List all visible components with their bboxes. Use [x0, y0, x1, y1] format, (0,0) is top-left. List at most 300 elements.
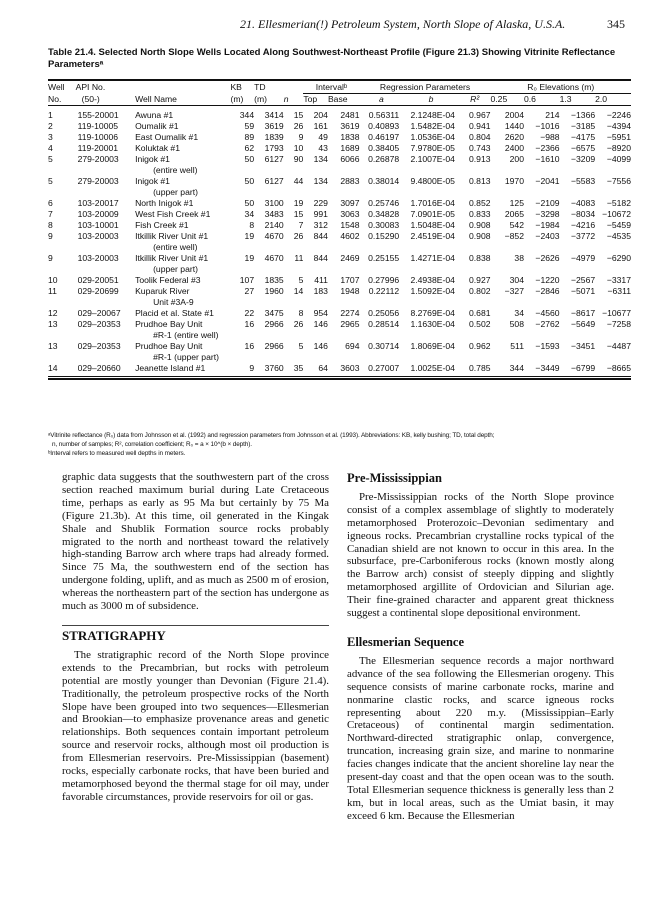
table-row-continuation [48, 297, 631, 308]
cell-interval-top: 204 [313, 110, 328, 120]
cell-n-samples: 9 [298, 132, 304, 142]
cell-n-samples: 35 [293, 363, 304, 373]
cell-n-samples: 19 [293, 198, 304, 208]
cell-ro-06: −3449 [535, 363, 560, 373]
section-divider [62, 625, 329, 626]
cell-interval-base: 1548 [340, 220, 360, 230]
cell-td: 3760 [264, 363, 284, 373]
cell-well-name: Prudhoe Bay Unit [135, 341, 203, 351]
footnote-a-line1: ᵃVitrinite reflectance (R₀) data from Johnsson et al. (1992) and regression parameters from Johnsson et al. (1993). Abbreviations: KB, kelly bushing; TD, total depth; [48, 432, 495, 439]
cell-api-no: 103-20009 [77, 209, 119, 219]
cell-ro-13: −5583 [571, 176, 596, 186]
cell-kb: 16 [244, 341, 255, 351]
cell-kb: 19 [244, 253, 255, 263]
body-paragraph: Pre-Mississippian rocks of the North Slope province consist of a complex assemblage of slightly to moderately metamorphosed Proterozoic–Devonian sedimentary and igneous rocks. Precambrian crystalline rocks typical of the Canadian shield are not known to occur in this area. In the subsurface, pre-Carboniferous rocks (known mostly along the Barrow arch) consist of steeply dipping and slightly metamorphosed argillite of Ordovician and Silurian age. Their fine-grained character and apparent great thickness suggest a continental slope depositional environment. [347, 490, 614, 620]
col-header-kb: KB [230, 82, 242, 93]
table-row-continuation [48, 330, 631, 341]
cell-interval-base: 694 [345, 341, 360, 351]
cell-reg-b: 1.5482E-04 [410, 121, 455, 131]
cell-ro-025: 508 [509, 319, 524, 329]
cell-ro-13: −6799 [571, 363, 596, 373]
cell-n-samples: 8 [298, 308, 304, 318]
cell-well-name: Toolik Federal #3 [135, 275, 201, 285]
cell-n-samples: 5 [298, 341, 304, 351]
cell-well-no: 9 [48, 253, 53, 263]
section-heading-stratigraphy: STRATIGRAPHY [62, 627, 166, 643]
cell-reg-b: 2.4938E-04 [410, 275, 455, 285]
cell-ro-20: −5951 [606, 132, 631, 142]
cell-kb: 9 [249, 363, 255, 373]
cell-reg-b: 1.1630E-04 [410, 319, 455, 329]
cell-well-no: 2 [48, 121, 53, 131]
cell-td: 2966 [264, 341, 284, 351]
table-bottom-rule-thin [48, 376, 631, 377]
cell-reg-a: 0.22112 [368, 286, 400, 296]
cell-td: 3483 [264, 209, 284, 219]
cell-well-no: 13 [48, 341, 58, 351]
cell-interval-base: 1707 [340, 275, 360, 285]
cell-ro-13: −4216 [571, 220, 596, 230]
cell-interval-base: 2883 [340, 176, 360, 186]
table-bottom-rule [48, 378, 631, 380]
cell-ro-06: −1984 [535, 220, 560, 230]
cell-ro-06: −2366 [535, 143, 560, 153]
cell-well-no: 1 [48, 110, 53, 120]
cell-interval-top: 161 [313, 121, 328, 131]
cell-reg-b: 2.1248E-04 [410, 110, 455, 120]
table-row [48, 286, 631, 297]
col-header-n: n [284, 94, 304, 106]
cell-well-name: West Fish Creek #1 [135, 209, 211, 219]
cell-interval-top: 134 [313, 154, 328, 164]
col-header-well: Well [48, 82, 65, 93]
col-header-ro-025: 0.25 [491, 94, 524, 106]
cell-well-name: Fish Creek #1 [135, 220, 189, 230]
table-row [48, 132, 631, 143]
cell-ro-06: −2846 [535, 286, 560, 296]
table-row [48, 341, 631, 352]
cell-ro-13: −4175 [571, 132, 596, 142]
cell-ro-025: 34 [514, 308, 524, 318]
cell-ro-13: −5649 [571, 319, 596, 329]
cell-well-no: 6 [48, 198, 53, 208]
cell-api-no: 279-20003 [77, 154, 119, 164]
cell-reg-a: 0.27996 [368, 275, 400, 285]
cell-reg-r2: 0.681 [469, 308, 491, 318]
cell-ro-06: −2762 [535, 319, 560, 329]
footnote-a-line2: n, number of samples; R², correlation coefficient; R₀ = a × 10^(b × depth). [52, 441, 252, 448]
table-row-continuation [48, 165, 631, 176]
cell-well-name: Kuparuk River [135, 286, 190, 296]
cell-ro-025: 2620 [504, 132, 524, 142]
col-header-ro-20: 2.0 [595, 94, 631, 106]
vitrinite-table [48, 79, 631, 381]
cell-ro-06: −4560 [535, 308, 560, 318]
cell-api-no: 103-20003 [77, 231, 119, 241]
cell-interval-top: 991 [313, 209, 328, 219]
cell-ro-06: −3298 [535, 209, 560, 219]
table-row [48, 106, 631, 122]
cell-api-no: 103-20017 [77, 198, 119, 208]
cell-kb: 107 [239, 275, 255, 285]
cell-well-no: 7 [48, 209, 53, 219]
cell-ro-025: 542 [509, 220, 524, 230]
cell-ro-20: −4487 [606, 341, 631, 351]
cell-well-no: 14 [48, 363, 58, 373]
col-header-api: API No. [75, 82, 106, 93]
cell-ro-06: −1016 [535, 121, 560, 131]
cell-ro-13: −3451 [571, 341, 596, 351]
cell-api-no: 029-20699 [77, 286, 119, 296]
table-row [48, 121, 631, 132]
cell-ro-20: −6290 [606, 253, 631, 263]
cell-reg-a: 0.28514 [368, 319, 400, 329]
cell-api-no: 103-20003 [77, 253, 119, 263]
cell-ro-025: 38 [514, 253, 524, 263]
cell-reg-b: 1.0536E-04 [410, 132, 455, 142]
cell-reg-a: 0.25155 [368, 253, 400, 263]
cell-reg-b: 8.2769E-04 [410, 308, 455, 318]
cell-reg-r2: 0.913 [469, 154, 491, 164]
cell-well-no: 9 [48, 231, 53, 241]
cell-interval-base: 2481 [340, 110, 360, 120]
cell-ro-20: −7556 [606, 176, 631, 186]
cell-reg-r2: 0.908 [469, 231, 491, 241]
cell-reg-b: 7.0901E-05 [410, 209, 455, 219]
cell-reg-a: 0.34828 [368, 209, 400, 219]
cell-kb: 62 [244, 143, 255, 153]
cell-well-name: Itkillik River Unit #1 [135, 253, 209, 263]
cell-ro-20: −4394 [606, 121, 631, 131]
cell-api-no: 029–20660 [77, 363, 121, 373]
cell-interval-top: 43 [318, 143, 328, 153]
table-row [48, 176, 631, 187]
cell-ro-06: −2109 [535, 198, 560, 208]
table-footnotes [48, 431, 638, 458]
cell-well-no: 13 [48, 319, 58, 329]
table-caption: Table 21.4. Selected North Slope Wells Located Along Southwest-Northeast Profile (Figure 21.3) Showing Vitrinite Reflectance Parametersᵃ [48, 47, 616, 70]
cell-reg-b: 9.4800E-05 [410, 176, 455, 186]
cell-kb: 27 [244, 286, 255, 296]
cell-ro-025: 1970 [504, 176, 524, 186]
cell-well-name-sub: Unit #3A-9 [153, 297, 194, 307]
cell-reg-r2: 0.941 [469, 121, 491, 131]
cell-ro-13: −3185 [571, 121, 596, 131]
cell-api-no: 029–20353 [77, 341, 121, 351]
cell-td: 3414 [264, 110, 284, 120]
cell-kb: 50 [244, 176, 255, 186]
cell-ro-20: −2246 [606, 110, 631, 120]
cell-ro-06: −2626 [535, 253, 560, 263]
cell-reg-a: 0.40893 [368, 121, 400, 131]
cell-interval-top: 49 [318, 132, 328, 142]
cell-interval-base: 2469 [340, 253, 360, 263]
cell-td: 1839 [264, 132, 284, 142]
col-header-r2: R² [459, 94, 491, 106]
cell-well-name: Oumalik #1 [135, 121, 179, 131]
cell-kb: 8 [249, 220, 255, 230]
cell-ro-20: −5459 [606, 220, 631, 230]
cell-reg-a: 0.25746 [368, 198, 400, 208]
table-row [48, 319, 631, 330]
table-row [48, 209, 631, 220]
cell-interval-top: 134 [313, 176, 328, 186]
table-row [48, 198, 631, 209]
cell-ro-06: −1593 [535, 341, 560, 351]
col-header-a: a [360, 94, 404, 106]
cell-reg-b: 1.5048E-04 [410, 220, 455, 230]
cell-td: 3475 [264, 308, 284, 318]
col-header-base: Base [328, 94, 360, 106]
cell-api-no: 279-20003 [77, 176, 119, 186]
table-row [48, 308, 631, 319]
cell-ro-025: 200 [509, 154, 524, 164]
left-text-column [62, 471, 329, 804]
cell-reg-b: 1.5092E-04 [410, 286, 455, 296]
page-number: 345 [607, 17, 625, 31]
cell-ro-025: 304 [509, 275, 524, 285]
cell-api-no: 155-20001 [77, 110, 119, 120]
cell-interval-base: 3603 [340, 363, 360, 373]
col-header-well-name: Well Name [135, 94, 230, 106]
cell-n-samples: 14 [293, 286, 304, 296]
table-grid [48, 82, 631, 374]
cell-ro-06: 214 [545, 110, 560, 120]
cell-interval-top: 312 [313, 220, 328, 230]
cell-api-no: 029–20353 [77, 319, 121, 329]
table-row-continuation [48, 242, 631, 253]
cell-reg-a: 0.46197 [368, 132, 400, 142]
cell-interval-base: 3063 [340, 209, 360, 219]
table-row-continuation [48, 352, 631, 363]
cell-ro-025: 511 [510, 341, 524, 351]
cell-reg-a: 0.38405 [368, 143, 400, 153]
cell-ro-13: −6575 [571, 143, 596, 153]
cell-well-name-sub: (upper part) [153, 187, 198, 197]
cell-ro-025: 125 [509, 198, 524, 208]
subsection-heading-ellesmerian: Ellesmerian Sequence [347, 634, 465, 649]
cell-interval-top: 411 [314, 275, 328, 285]
cell-well-name-sub: (entire well) [153, 242, 198, 252]
cell-reg-a: 0.15290 [368, 231, 400, 241]
cell-interval-top: 844 [313, 231, 328, 241]
cell-n-samples: 26 [293, 231, 304, 241]
cell-reg-r2: 0.833 [469, 209, 491, 219]
cell-kb: 89 [244, 132, 255, 142]
cell-td: 4670 [264, 231, 284, 241]
cell-ro-13: −8034 [571, 209, 596, 219]
cell-td: 6127 [264, 176, 284, 186]
cell-interval-base: 4602 [340, 231, 360, 241]
group-header-interval: Intervalᵇ [303, 82, 359, 94]
subsection-heading-pre-mississippian: Pre-Mississippian [347, 471, 442, 485]
cell-kb: 59 [244, 121, 255, 131]
cell-n-samples: 10 [293, 143, 304, 153]
table-row [48, 231, 631, 242]
cell-well-name: Inigok #1 [135, 154, 170, 164]
cell-interval-base: 1689 [340, 143, 360, 153]
cell-reg-a: 0.25056 [368, 308, 400, 318]
cell-reg-b: 1.7016E-04 [410, 198, 455, 208]
cell-ro-025: 2065 [504, 209, 524, 219]
cell-ro-13: −3772 [571, 231, 596, 241]
col-header-td: TD [254, 82, 266, 93]
cell-well-no: 4 [48, 143, 53, 153]
cell-reg-r2: 0.804 [469, 132, 491, 142]
cell-ro-025: −852 [504, 231, 524, 241]
cell-kb: 50 [244, 198, 255, 208]
running-head [240, 17, 625, 32]
body-paragraph: graphic data suggests that the southwestern part of the cross section reached maximum burial during Late Cretaceous time, perhaps as early as 95 Ma but certainly by 75 Ma (Figure 21.3b). At this time, oil generated in the Kingak Shale and Shublik Formation source rocks probably migrated to the north and northeast toward the relatively high-standing Barrow arch where traps had already formed. Since 75 Ma, the southwestern end of the section has undergone folding, uplift, and as much as 2500 m of erosion, whereas the northeastern part of the section has undergone as much as 3000 m of subsidence. [62, 471, 329, 613]
cell-n-samples: 26 [293, 121, 304, 131]
cell-interval-top: 146 [313, 319, 328, 329]
table-body [48, 106, 631, 375]
cell-interval-base: 2274 [340, 308, 360, 318]
cell-reg-r2: 0.813 [469, 176, 491, 186]
cell-reg-b: 1.4271E-04 [410, 253, 455, 263]
cell-td: 6127 [264, 154, 284, 164]
cell-n-samples: 7 [298, 220, 304, 230]
cell-reg-b: 1.0025E-04 [410, 363, 455, 373]
cell-well-name: Prudhoe Bay Unit [135, 319, 203, 329]
cell-well-name: North Inigok #1 [135, 198, 194, 208]
cell-ro-20: −4535 [606, 231, 631, 241]
cell-reg-a: 0.30083 [368, 220, 400, 230]
table-row [48, 143, 631, 154]
cell-td: 4670 [264, 253, 284, 263]
table-row-continuation [48, 187, 631, 198]
cell-well-no: 5 [48, 154, 53, 164]
cell-ro-025: 2400 [504, 143, 524, 153]
cell-td: 3100 [264, 198, 284, 208]
cell-ro-06: −2041 [535, 176, 560, 186]
cell-reg-r2: 0.502 [469, 319, 491, 329]
cell-ro-06: −1220 [535, 275, 560, 285]
cell-reg-b: 2.4519E-04 [410, 231, 455, 241]
cell-reg-r2: 0.743 [469, 143, 491, 153]
running-head-title: 21. Ellesmerian(!) Petroleum System, North Slope of Alaska, U.S.A. [240, 17, 566, 31]
table-header-row-1 [48, 82, 631, 94]
cell-well-name-sub: #R-1 (upper part) [153, 352, 219, 362]
cell-interval-top: 844 [313, 253, 328, 263]
cell-reg-b: 1.8069E-04 [410, 341, 455, 351]
cell-reg-r2: 0.908 [469, 220, 491, 230]
cell-kb: 22 [244, 308, 255, 318]
cell-api-no: 103-10001 [77, 220, 119, 230]
cell-reg-a: 0.26878 [368, 154, 400, 164]
cell-reg-r2: 0.852 [469, 198, 491, 208]
cell-well-name: Koluktak #1 [135, 143, 180, 153]
col-header-b: b [403, 94, 459, 106]
cell-kb: 16 [244, 319, 255, 329]
cell-well-name: East Oumalik #1 [135, 132, 199, 142]
cell-ro-13: −4979 [571, 253, 596, 263]
col-header-no: No. [48, 94, 76, 106]
footnote-b: ᵇInterval refers to measured well depths in meters. [48, 450, 186, 457]
cell-well-no: 5 [48, 176, 53, 186]
cell-reg-a: 0.56311 [368, 110, 400, 120]
cell-well-name: Jeanette Island #1 [135, 363, 206, 373]
cell-interval-top: 183 [313, 286, 328, 296]
cell-kb: 344 [239, 110, 255, 120]
cell-reg-r2: 0.838 [469, 253, 491, 263]
cell-api-no: 119-10005 [77, 121, 119, 131]
cell-interval-top: 229 [313, 198, 328, 208]
cell-td: 2140 [264, 220, 284, 230]
cell-well-name-sub: #R-1 (entire well) [153, 330, 219, 340]
col-header-kb-unit: (m) [230, 94, 254, 106]
table-top-rule [48, 79, 631, 81]
cell-n-samples: 26 [293, 319, 304, 329]
cell-well-name: Awuna #1 [135, 110, 174, 120]
cell-reg-r2: 0.802 [469, 286, 491, 296]
cell-ro-06: −2403 [535, 231, 560, 241]
cell-ro-20: −7258 [606, 319, 631, 329]
cell-n-samples: 11 [294, 253, 304, 263]
table-row [48, 363, 631, 374]
cell-ro-20: −10677 [602, 308, 631, 318]
cell-td: 2966 [264, 319, 284, 329]
cell-n-samples: 15 [293, 110, 304, 120]
cell-td: 1960 [264, 286, 284, 296]
col-header-ro-13: 1.3 [560, 94, 596, 106]
cell-well-no: 10 [48, 275, 58, 285]
table-row [48, 253, 631, 264]
cell-ro-20: −6311 [607, 286, 631, 296]
col-header-td-unit: (m) [254, 94, 284, 106]
cell-reg-r2: 0.962 [469, 341, 491, 351]
cell-td: 3619 [264, 121, 284, 131]
cell-interval-base: 6066 [340, 154, 360, 164]
cell-ro-20: −3317 [606, 275, 631, 285]
cell-ro-20: −8665 [606, 363, 631, 373]
cell-ro-20: −8920 [606, 143, 631, 153]
group-header-ro-elevations: R₀ Elevations (m) [491, 82, 631, 94]
table-row [48, 275, 631, 286]
col-header-top: Top [303, 94, 328, 106]
cell-interval-top: 64 [318, 363, 328, 373]
cell-interval-top: 954 [313, 308, 328, 318]
cell-well-name: Placid et al. State #1 [135, 308, 214, 318]
cell-api-no: 119-10006 [77, 132, 119, 142]
cell-ro-06: −1610 [535, 154, 560, 164]
body-paragraph: The stratigraphic record of the North Slope province extends to the Precambrian, but rocks with petroleum potential are mostly younger than Devonian (Figure 21.4). Traditionally, the petroleum prospective rocks of the North Slope have been grouped into two sequences—Ellesmerian and Brookian—to emphasize provenance areas and genetic relationships. Both sequences contain important petroleum source and reservoir rocks, although most oil production is from Ellesmerian reservoirs. Pre-Mississippian (basement) rocks, especially carbonate rocks, that have been buried and metamorphosed beyond the thermal stage for oil may, under favorable circumstances, provide reservoirs for oil or gas. [62, 648, 329, 803]
cell-kb: 19 [244, 231, 255, 241]
cell-n-samples: 90 [293, 154, 304, 164]
cell-reg-b: 2.1007E-04 [410, 154, 455, 164]
table-row-continuation [48, 264, 631, 275]
cell-ro-025: 1440 [504, 121, 524, 131]
cell-interval-base: 1838 [340, 132, 360, 142]
cell-td: 1793 [264, 143, 284, 153]
cell-n-samples: 44 [293, 176, 304, 186]
cell-interval-base: 2965 [340, 319, 360, 329]
cell-reg-r2: 0.967 [469, 110, 491, 120]
cell-ro-13: −3209 [571, 154, 596, 164]
cell-interval-base: 1948 [340, 286, 360, 296]
body-paragraph: The Ellesmerian sequence records a major northward advance of the sea following the Ellesmerian orogeny. This sequence consists of marine carbonate rocks, marine and nonmarine clastic rocks, and scarce igneous rocks representing about 220 m.y. (Mississippian–Early Cretaceous) of continental margin sedimentation. Northward-directed stratigraphic onlap, convergence, truncation, increasing grain size, and marine to nonmarine facies changes indicate that the ancient shoreline lay near the present-day coast and that the open ocean was to the south. Total Ellesmerian sequence thickness is generally less than 2 km, but in local areas, such as the Umiat basin, it may exceed 6 km. Because the Ellesmerian [347, 654, 614, 822]
table-row [48, 220, 631, 231]
cell-ro-20: −10672 [602, 209, 631, 219]
col-header-api-prefix: (50-) [76, 94, 135, 106]
table-row [48, 154, 631, 165]
cell-kb: 34 [244, 209, 255, 219]
cell-interval-base: 3097 [340, 198, 360, 208]
cell-well-no: 12 [48, 308, 58, 318]
cell-reg-a: 0.27007 [368, 363, 400, 373]
cell-ro-025: −327 [504, 286, 524, 296]
cell-well-no: 11 [48, 286, 57, 296]
